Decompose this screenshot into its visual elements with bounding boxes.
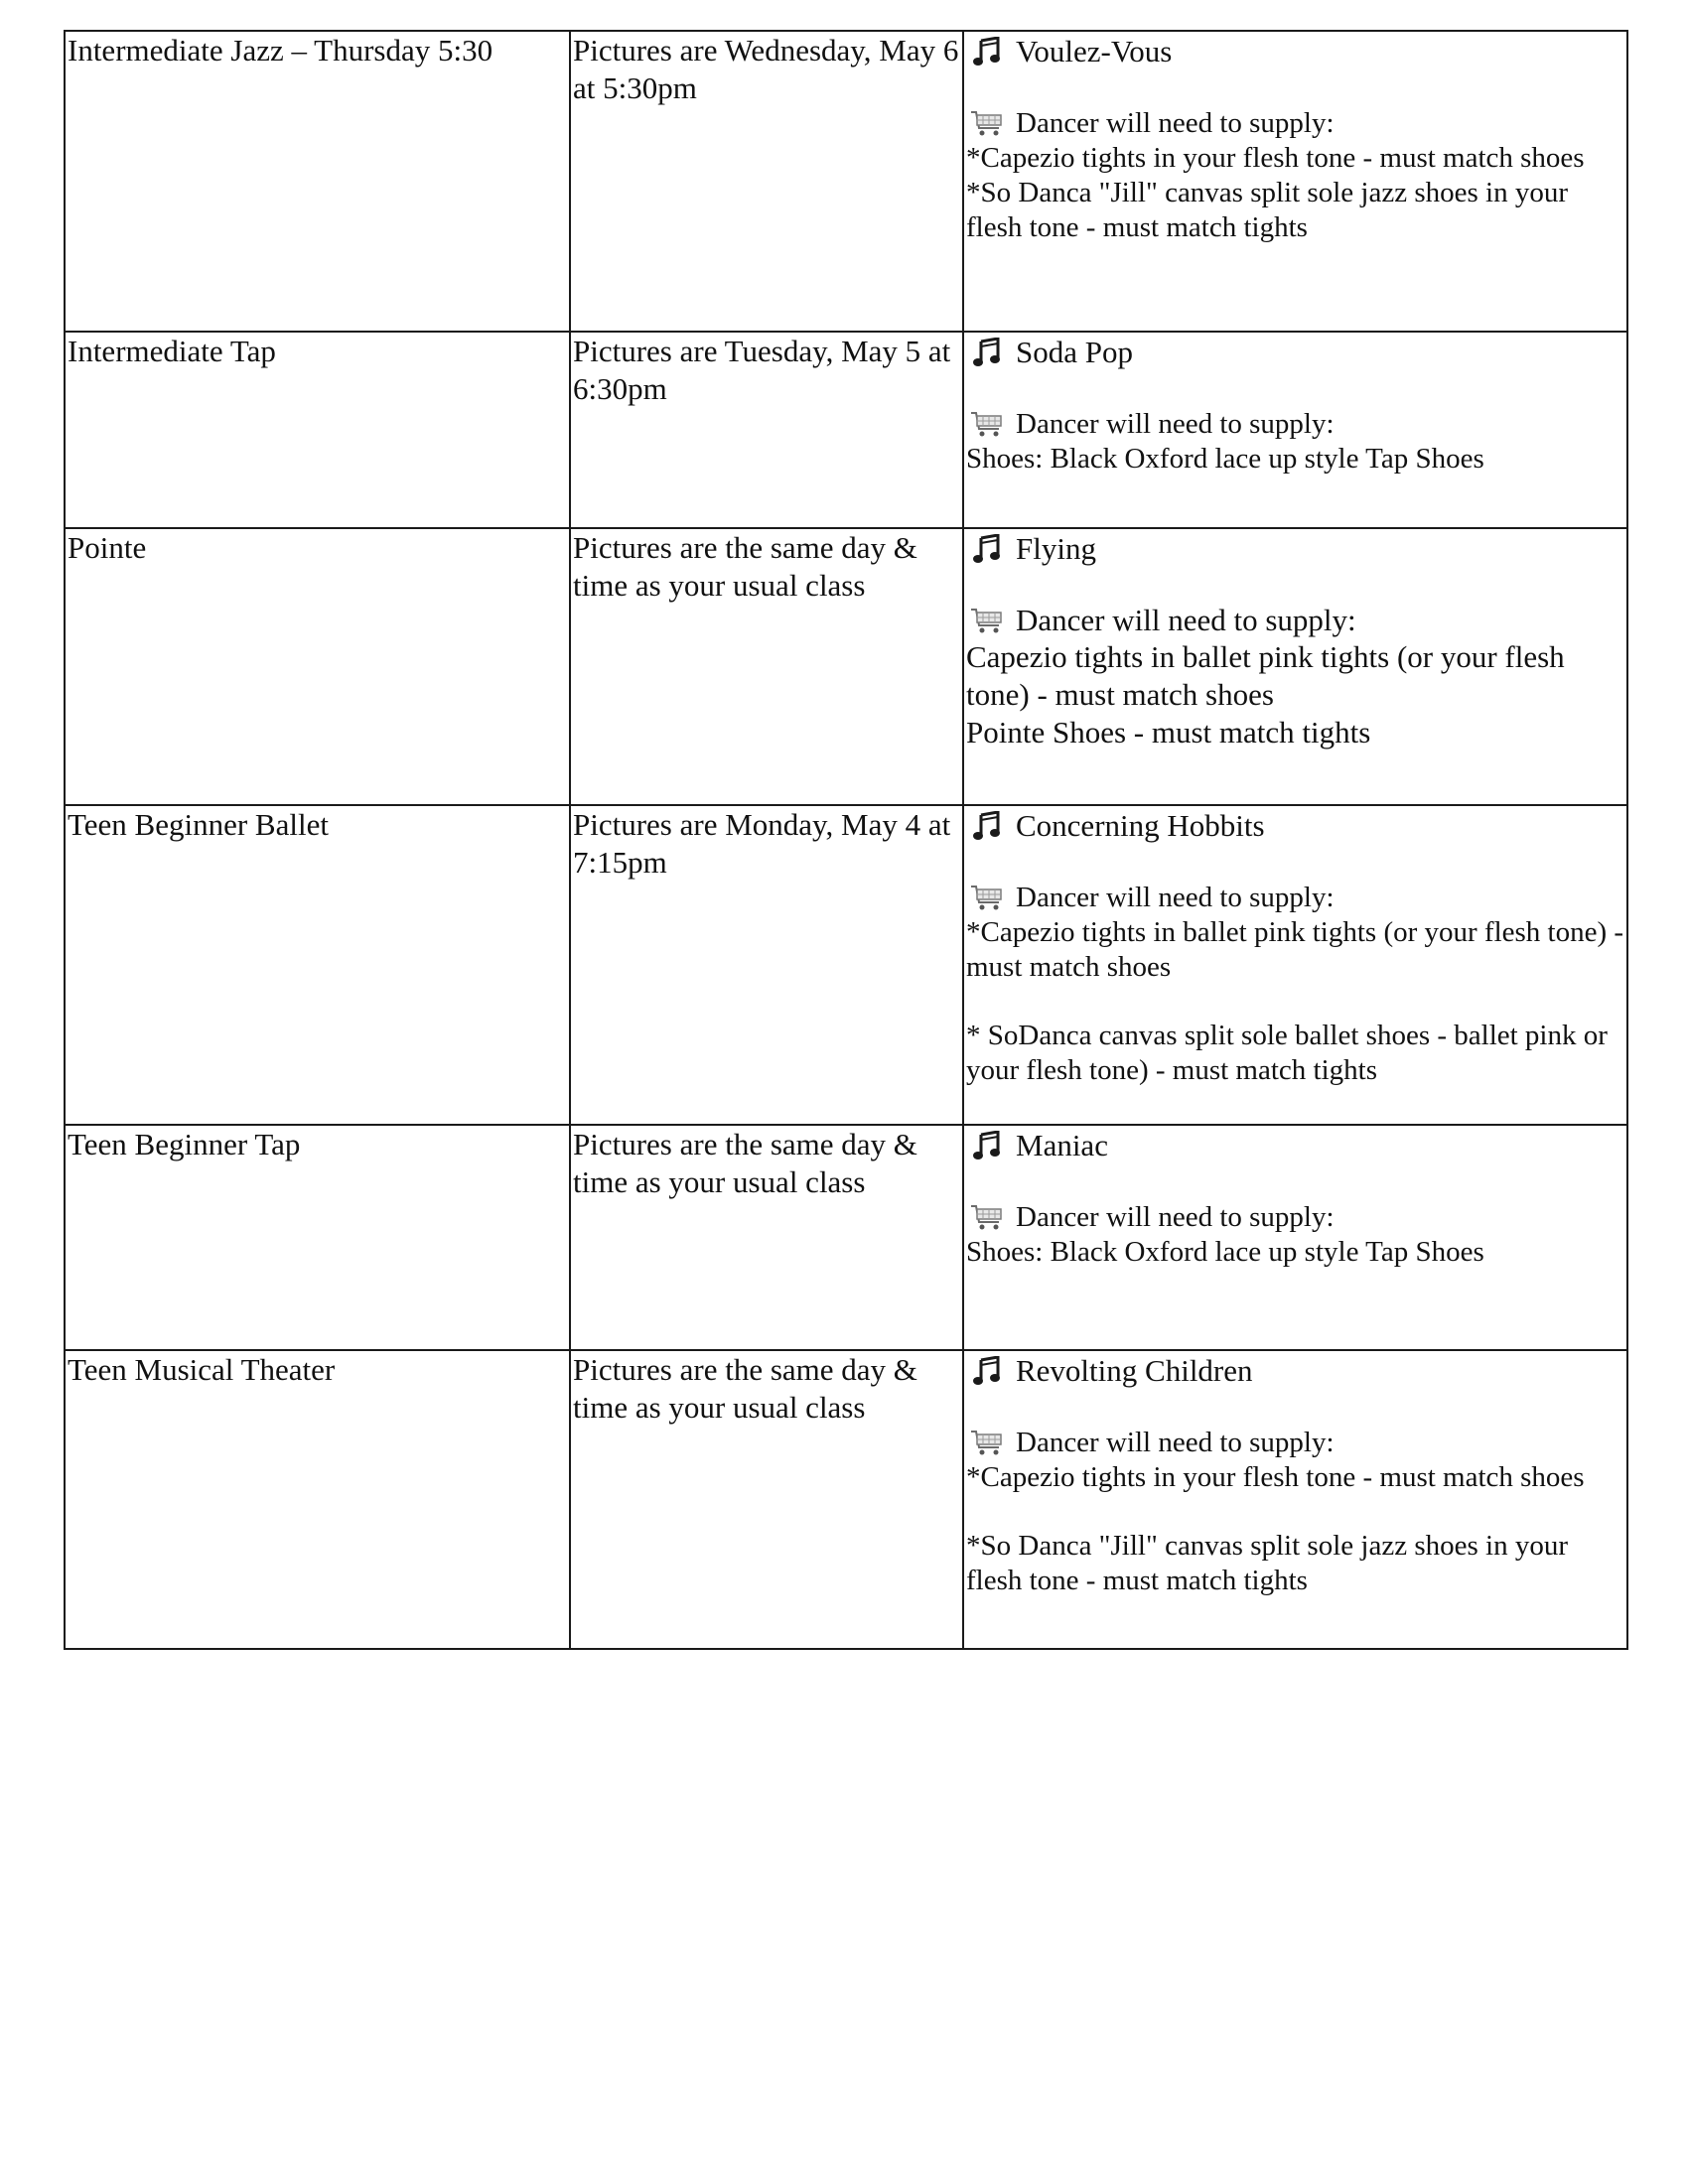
table-row xyxy=(65,528,1627,805)
pictures-cell xyxy=(570,31,963,332)
music-notes-icon xyxy=(972,811,1002,841)
table-row xyxy=(65,332,1627,528)
pictures-cell xyxy=(570,805,963,1125)
song-title: Revolting Children xyxy=(1016,1353,1253,1388)
shopping-cart-icon xyxy=(970,607,1004,634)
class-name-cell xyxy=(65,528,570,805)
shopping-cart-icon xyxy=(970,1429,1004,1456)
supply-item: *So Danca "Jill" canvas split sole jazz shoes in your flesh tone - must match tights xyxy=(966,1530,1568,1596)
class-name-cell xyxy=(65,31,570,332)
supply-item: *Capezio tights in ballet pink tights (or your flesh tone) - must match shoes xyxy=(966,916,1624,983)
pictures-info: Pictures are the same day & time as your usual class xyxy=(573,530,917,603)
shopping-cart-icon xyxy=(970,410,1004,438)
supply-item: *Capezio tights in your flesh tone - must match shoes xyxy=(966,142,1585,174)
music-notes-icon xyxy=(972,534,1002,564)
supply-label: Dancer will need to supply: xyxy=(1016,106,1335,139)
pictures-info: Pictures are the same day & time as your usual class xyxy=(573,1127,917,1199)
supply-label: Dancer will need to supply: xyxy=(1016,1426,1335,1458)
table-row xyxy=(65,1350,1627,1649)
class-name-cell xyxy=(65,805,570,1125)
song-title: Soda Pop xyxy=(1016,335,1133,369)
table-row xyxy=(65,805,1627,1125)
song-supplies-cell xyxy=(963,1350,1627,1649)
supply-label: Dancer will need to supply: xyxy=(1016,407,1335,440)
class-name: Intermediate Jazz – Thursday 5:30 xyxy=(68,33,493,68)
supply-label: Dancer will need to supply: xyxy=(1016,603,1356,637)
music-notes-icon xyxy=(972,37,1002,67)
table-row xyxy=(65,31,1627,332)
song-supplies-cell xyxy=(963,1125,1627,1350)
shopping-cart-icon xyxy=(970,1203,1004,1231)
table-row xyxy=(65,1125,1627,1350)
shopping-cart-icon xyxy=(970,884,1004,911)
pictures-cell xyxy=(570,528,963,805)
supply-item: *Capezio tights in your flesh tone - must match shoes xyxy=(966,1461,1585,1493)
class-name-cell xyxy=(65,332,570,528)
supply-item: * SoDanca canvas split sole ballet shoes - ballet pink or your flesh tone) - must match tights xyxy=(966,1020,1608,1086)
music-notes-icon xyxy=(972,1131,1002,1160)
class-name: Teen Beginner Tap xyxy=(68,1127,301,1161)
pictures-info: Pictures are Tuesday, May 5 at 6:30pm xyxy=(573,334,951,406)
pictures-info: Pictures are the same day & time as your usual class xyxy=(573,1352,917,1425)
song-title: Flying xyxy=(1016,531,1096,566)
class-name: Intermediate Tap xyxy=(68,334,276,368)
pictures-cell xyxy=(570,1125,963,1350)
song-supplies-cell xyxy=(963,332,1627,528)
pictures-cell xyxy=(570,332,963,528)
song-supplies-cell xyxy=(963,805,1627,1125)
class-name: Teen Musical Theater xyxy=(68,1352,336,1387)
song-supplies-cell xyxy=(963,31,1627,332)
supply-item: Shoes: Black Oxford lace up style Tap Shoes xyxy=(966,1236,1484,1268)
supply-item: Pointe Shoes - must match tights xyxy=(966,715,1371,750)
shopping-cart-icon xyxy=(970,109,1004,137)
supply-item: *So Danca "Jill" canvas split sole jazz shoes in your flesh tone - must match tights xyxy=(966,177,1568,243)
class-name: Pointe xyxy=(68,530,147,565)
pictures-info: Pictures are Wednesday, May 6 at 5:30pm xyxy=(573,33,959,105)
song-supplies-cell xyxy=(963,528,1627,805)
song-title: Voulez-Vous xyxy=(1016,34,1173,68)
music-notes-icon xyxy=(972,338,1002,367)
supply-label: Dancer will need to supply: xyxy=(1016,881,1335,913)
class-schedule-table xyxy=(64,30,1628,1650)
supply-item: Capezio tights in ballet pink tights (or your flesh tone) - must match shoes xyxy=(966,639,1565,712)
supply-item: Shoes: Black Oxford lace up style Tap Shoes xyxy=(966,443,1484,475)
class-name-cell xyxy=(65,1350,570,1649)
pictures-cell xyxy=(570,1350,963,1649)
song-title: Concerning Hobbits xyxy=(1016,808,1265,843)
class-name-cell xyxy=(65,1125,570,1350)
class-name: Teen Beginner Ballet xyxy=(68,807,329,842)
pictures-info: Pictures are Monday, May 4 at 7:15pm xyxy=(573,807,951,880)
supply-label: Dancer will need to supply: xyxy=(1016,1200,1335,1233)
music-notes-icon xyxy=(972,1356,1002,1386)
song-title: Maniac xyxy=(1016,1128,1108,1162)
